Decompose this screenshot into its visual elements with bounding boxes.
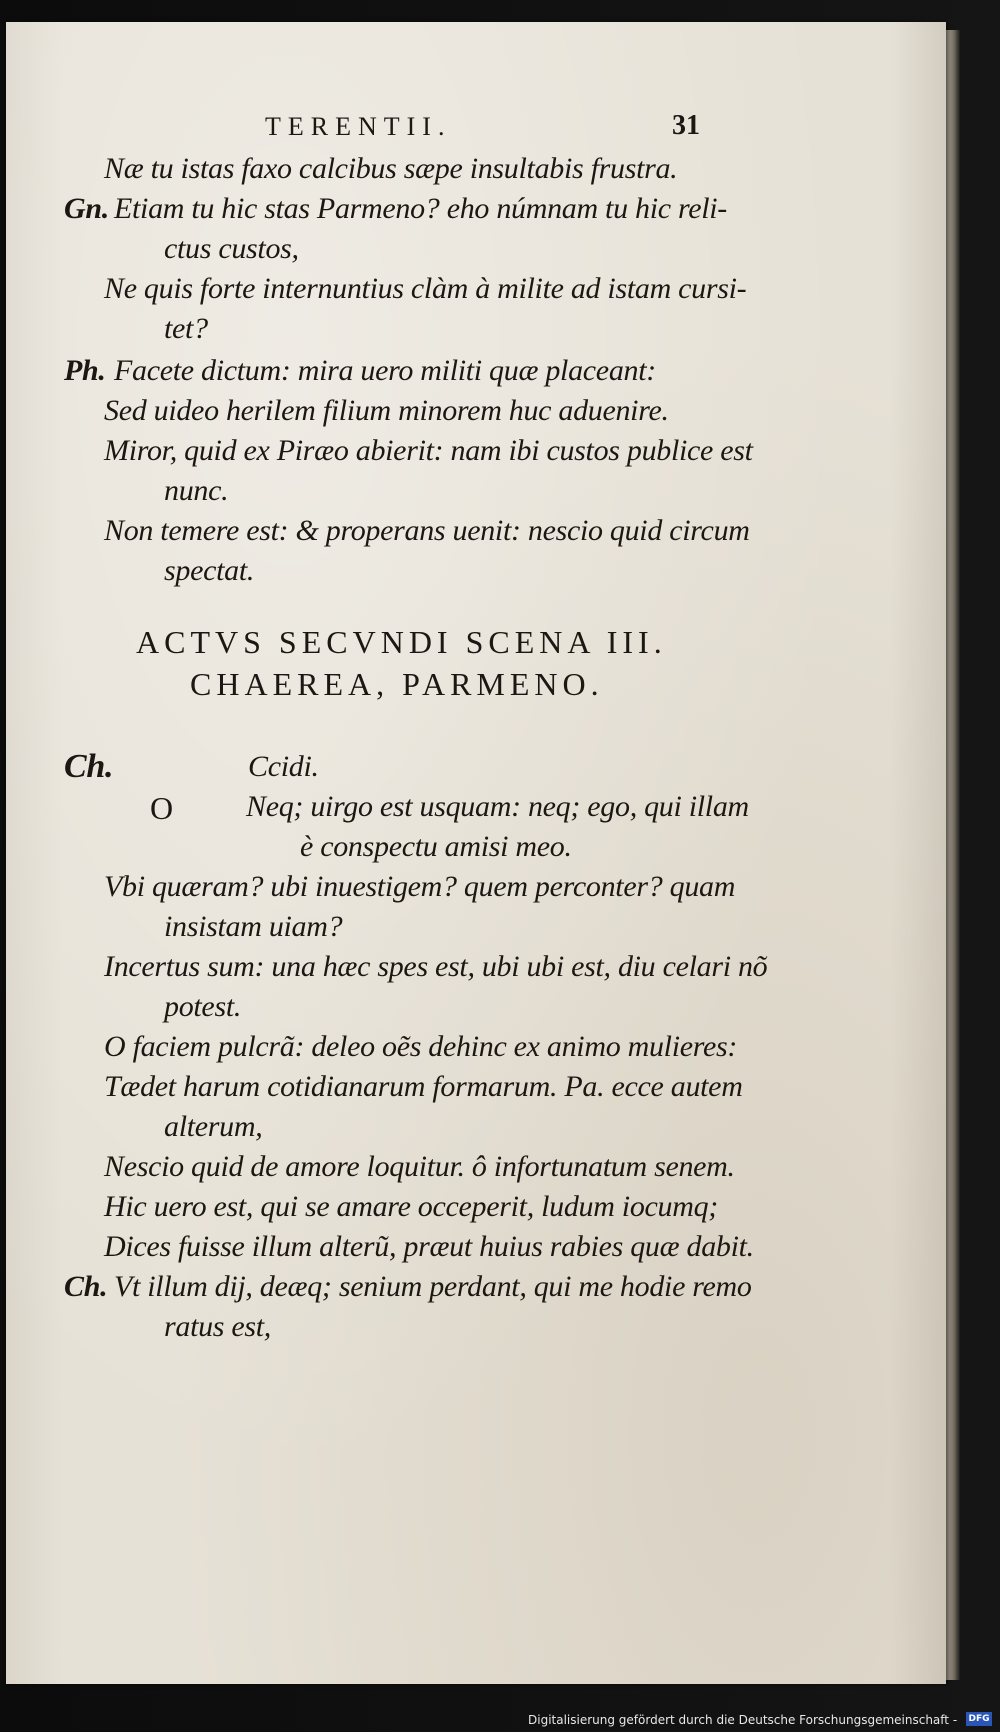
- text-line: ratus est,: [164, 1310, 272, 1343]
- speaker-label: Ch.: [64, 1270, 108, 1303]
- text-line: potest.: [164, 990, 242, 1023]
- text-line: nunc.: [164, 474, 229, 507]
- text-line: Ccidi.: [248, 750, 319, 783]
- speaker-label: Gn.: [64, 192, 109, 225]
- text-line: Neq; uirgo est usquam: neq; ego, qui illam: [246, 790, 749, 823]
- text-line: Miror, quid ex Piræo abierit: nam ibi custos publice est: [104, 434, 753, 467]
- text-line: Tædet harum cotidianarum formarum. Pa. ecce autem: [104, 1070, 743, 1103]
- digitization-credit: Digitalisierung gefördert durch die Deutsche Forschungsgemeinschaft -: [528, 1713, 958, 1727]
- scene-persons: CHAEREA, PARMENO.: [190, 666, 604, 702]
- speaker-label: Ph.: [64, 354, 106, 387]
- speaker-label: Ch.: [64, 748, 114, 785]
- text-line: Ne quis forte internuntius clàm à milite ad istam cursi-: [104, 272, 747, 305]
- text-line: Hic uero est, qui se amare occeperit, ludum iocumq;: [104, 1190, 718, 1223]
- page-edge: [946, 30, 960, 1680]
- text-line: Incertus sum: una hæc spes est, ubi ubi est, diu celari nõ: [104, 950, 768, 983]
- text-line: Facete dictum: mira uero militi quæ placeant:: [114, 354, 656, 387]
- text-line: Vbi quæram? ubi inuestigem? quem perconter? quam: [104, 870, 736, 903]
- text-line: O faciem pulcrã: deleo oẽs dehinc ex animo mulieres:: [104, 1030, 738, 1063]
- text-line: Nescio quid de amore loquitur. ô infortunatum senem.: [104, 1150, 735, 1183]
- text-line: insistam uiam?: [164, 910, 343, 943]
- scene-title: ACTVS SECVNDI SCENA III.: [136, 624, 667, 660]
- text-line: Non temere est: & properans uenit: nescio quid circum: [104, 514, 750, 547]
- page-number: 31: [672, 110, 700, 141]
- text-line: è conspectu amisi meo.: [300, 830, 572, 863]
- initial-letter: O: [150, 790, 173, 826]
- running-head: TERENTII.: [265, 112, 452, 141]
- text-line: alterum,: [164, 1110, 263, 1143]
- text-line: ctus custos,: [164, 232, 299, 265]
- dfg-logo: DFG: [966, 1712, 992, 1726]
- text-line: Næ tu istas faxo calcibus sæpe insultabis frustra.: [104, 152, 678, 185]
- text-line: spectat.: [164, 554, 255, 587]
- text-line: tet?: [164, 312, 208, 345]
- text-line: Dices fuisse illum alterũ, præut huius rabies quæ dabit.: [104, 1230, 754, 1263]
- text-line: Sed uideo herilem filium minorem huc aduenire.: [104, 394, 669, 427]
- text-line: Etiam tu hic stas Parmeno? eho númnam tu hic reli-: [114, 192, 727, 225]
- text-line: Vt illum dij, deæq; senium perdant, qui me hodie remo: [114, 1270, 752, 1303]
